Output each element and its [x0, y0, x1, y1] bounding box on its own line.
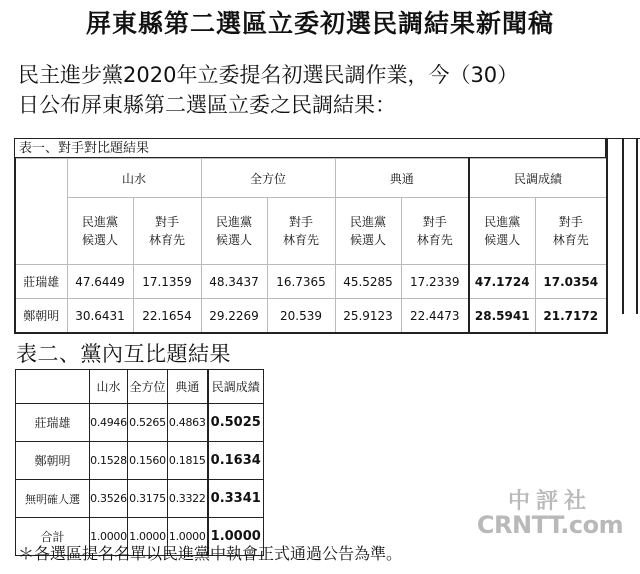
table-cell: 30.6431 [67, 299, 133, 334]
table1-opponent-comparison [14, 138, 640, 323]
score-cell: 47.1724 [469, 265, 535, 299]
table-cell: 16.7365 [267, 265, 335, 299]
table2-header: 全方位 [128, 370, 168, 404]
score-cell: 0.5025 [208, 404, 264, 442]
table-cell: 17.1359 [133, 265, 201, 299]
table-cell: 0.1528 [90, 442, 128, 480]
score-cell: 0.1634 [208, 442, 264, 480]
footnote: ＊各選區提名名單以民進黨中執會正式通過公告為準。 [18, 544, 403, 563]
table1-subheader: 民進黨 候選人 [67, 198, 133, 265]
watermark-en: CRNTT.com [476, 511, 624, 539]
table1-corner-cell [15, 159, 67, 265]
table1-subheader: 對手 林育先 [401, 198, 469, 265]
table1-subheader: 民進黨 候選人 [201, 198, 267, 265]
table1-group-header: 全方位 [201, 159, 335, 198]
candidate-name: 無明確人選 [16, 480, 90, 518]
table-row [15, 299, 607, 334]
intro-line-1: 民主進步黨2020年立委提名初選民調作業，今（30） [18, 63, 519, 87]
table-row [15, 265, 607, 299]
table-cell: 0.3175 [128, 480, 168, 518]
candidate-name: 鄭朝明 [16, 442, 90, 480]
table-row [16, 480, 264, 518]
score-cell: 21.7172 [535, 299, 607, 334]
table1-subheader: 民進黨 候選人 [335, 198, 401, 265]
table2-intraparty-comparison [15, 369, 264, 556]
divider [636, 138, 638, 314]
table2-header: 山水 [90, 370, 128, 404]
table-cell: 0.1560 [128, 442, 168, 480]
table-cell: 20.539 [267, 299, 335, 334]
table1-caption: 表一、對手對比題結果 [14, 138, 606, 158]
table-cell: 29.2269 [201, 299, 267, 334]
table-cell: 22.4473 [401, 299, 469, 334]
table-cell: 25.9123 [335, 299, 401, 334]
score-cell: 0.3341 [208, 480, 264, 518]
table1-group-header: 典通 [335, 159, 469, 198]
table-cell: 0.1815 [168, 442, 208, 480]
table-row [16, 404, 264, 442]
table1-subheader: 對手 林育先 [267, 198, 335, 265]
table-cell: 47.6449 [67, 265, 133, 299]
table-cell: 0.3526 [90, 480, 128, 518]
table1 [14, 158, 608, 334]
table-cell: 0.5265 [128, 404, 168, 442]
score-cell: 1.0000 [208, 518, 264, 556]
watermark-cn: 中評社 [507, 488, 592, 514]
table2-header: 民調成績 [208, 370, 264, 404]
candidate-name: 莊瑞雄 [16, 404, 90, 442]
table1-group-header: 民調成績 [469, 159, 607, 198]
table1-subheader: 對手 林育先 [133, 198, 201, 265]
table1-subheader: 民進黨 候選人 [469, 198, 535, 265]
divider [622, 138, 624, 314]
table1-subheader: 對手 林育先 [535, 198, 607, 265]
score-cell: 17.0354 [535, 265, 607, 299]
table-cell: 0.4863 [168, 404, 208, 442]
table-cell: 1.0000 [168, 518, 208, 556]
intro-line-2: 日公布屏東縣第二選區立委之民調結果： [18, 93, 396, 117]
table2-header: 典通 [168, 370, 208, 404]
table-cell: 0.4946 [90, 404, 128, 442]
total-label: 合計 [16, 518, 90, 556]
candidate-name: 鄭朝明 [15, 299, 67, 334]
table2-caption: 表二、黨內互比題結果 [16, 342, 231, 366]
table-cell: 48.3437 [201, 265, 267, 299]
table-cell: 22.1654 [133, 299, 201, 334]
table-cell: 45.5285 [335, 265, 401, 299]
crntt-watermark [470, 484, 630, 539]
table1-group-header: 山水 [67, 159, 201, 198]
table2-corner-cell [16, 370, 90, 404]
table-cell: 1.0000 [90, 518, 128, 556]
table-cell: 17.2339 [401, 265, 469, 299]
candidate-name: 莊瑞雄 [15, 265, 67, 299]
page-title: 屏東縣第二選區立委初選民調結果新聞稿 [85, 9, 554, 38]
table-cell: 1.0000 [128, 518, 168, 556]
intro-paragraph [18, 60, 618, 120]
score-cell: 28.5941 [469, 299, 535, 334]
table-row [16, 442, 264, 480]
table-cell: 0.3322 [168, 480, 208, 518]
